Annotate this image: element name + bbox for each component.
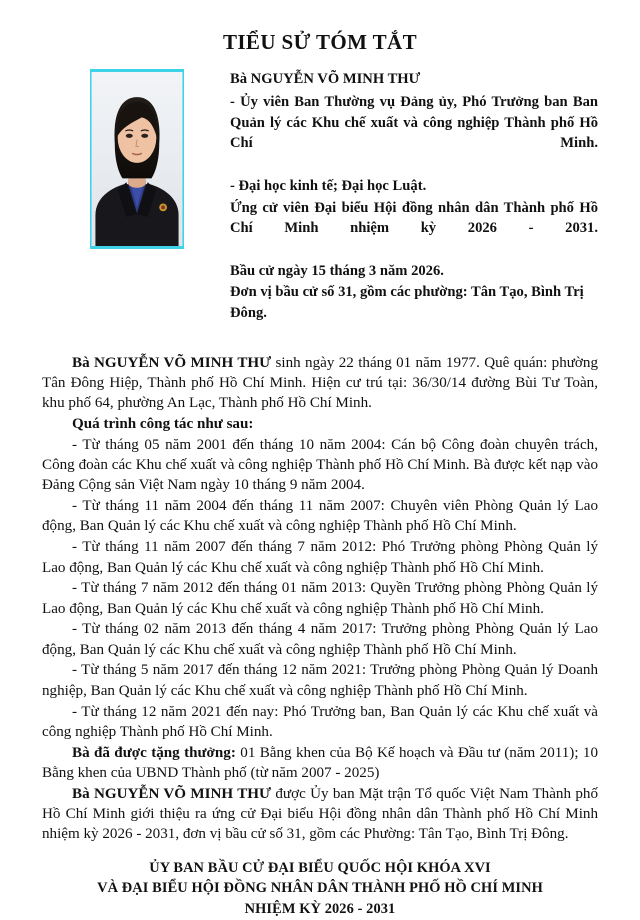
footer-line-3: NHIỆM KỲ 2026 - 2031	[244, 901, 396, 918]
biography-intro-text: sinh ngày 22 tháng 01 năm 1977. Quê quán: phường Tân Đông Hiệp, Thành phố Hồ Chí Minh. Hiện cư trú tại: 36/30/14 đường Bùi Tư Toàn, khu phố 64, phường An Lạc, Thành phố Hồ Chí Minh.	[42, 354, 598, 412]
identity-block	[184, 69, 598, 345]
candidate-name: Bà NGUYỄN VÕ MINH THƯ	[230, 71, 421, 88]
awards-text: 01 Bằng khen của Bộ Kế hoạch và Đầu tư (năm 2011); 10 Bằng khen của UBND Thành phố (từ năm 2007 - 2025)	[42, 744, 598, 781]
awards-label: Bà đã được tặng thưởng:	[72, 744, 236, 761]
nomination-name: Bà NGUYỄN VÕ MINH THƯ	[72, 785, 272, 802]
career-entry: - Từ tháng 12 năm 2021 đến nay: Phó Trưởng ban, Ban Quản lý các Khu chế xuất và công nghiệp Thành phố Hồ Chí Minh.	[42, 703, 598, 740]
candidate-education: - Đại học kinh tế; Đại học Luật.	[230, 177, 427, 194]
footer-line-1: ỦY BAN BẦU CỬ ĐẠI BIỂU QUỐC HỘI KHÓA XVI	[149, 859, 491, 876]
header-block	[42, 69, 598, 345]
candidate-candidacy: Ứng cử viên Đại biểu Hội đồng nhân dân Thành phố Hồ Chí Minh nhiệm kỳ 2026 - 2031.	[230, 199, 598, 237]
career-entry: - Từ tháng 11 năm 2007 đến tháng 7 năm 2012: Phó Trưởng phòng Phòng Quản lý Lao động, Ban Quản lý các Khu chế xuất và công nghiệp Thành phố Hồ Chí Minh.	[42, 539, 598, 576]
career-entry: - Từ tháng 02 năm 2013 đến tháng 4 năm 2017: Trưởng phòng Phòng Quản lý Lao động, Ban Quản lý các Khu chế xuất và công nghiệp Thành phố Hồ Chí Minh.	[42, 621, 598, 658]
page-title: TIỂU SỬ TÓM TẮT	[222, 30, 418, 54]
candidate-position: - Ủy viên Ban Thường vụ Đảng ủy, Phó Trưởng ban Ban Quản lý các Khu chế xuất và công nghiệp Thành phố Hồ Chí Minh.	[230, 93, 598, 152]
biography-intro-name: Bà NGUYỄN VÕ MINH THƯ	[72, 354, 272, 371]
nomination-text: được Ủy ban Mặt trận Tổ quốc Việt Nam Thành phố Hồ Chí Minh giới thiệu ra ứng cử Đại biểu Hội đồng nhân dân Thành phố Hồ Chí Minh nhiệm kỳ 2026 - 2031, đơn vị bầu cử số 31, gồm các Phường: Tân Tạo, Bình Trị Đông.	[42, 785, 598, 843]
career-heading	[42, 414, 598, 434]
election-date: Bầu cử ngày 15 tháng 3 năm 2026.	[230, 262, 444, 279]
biography-intro	[42, 353, 598, 414]
career-entry: - Từ tháng 7 năm 2012 đến tháng 01 năm 2013: Quyền Trưởng phòng Phòng Quản lý Lao động, Ban Quản lý các Khu chế xuất và công nghiệp Thành phố Hồ Chí Minh.	[42, 580, 598, 617]
footer-line-2: VÀ ĐẠI BIỂU HỘI ĐỒNG NHÂN DÂN THÀNH PHỐ HỒ CHÍ MINH	[97, 880, 543, 897]
nomination-paragraph	[42, 784, 598, 845]
career-heading-text: Quá trình công tác như sau:	[72, 415, 254, 432]
portrait-photo	[90, 69, 184, 249]
biography-body	[42, 353, 598, 845]
career-entry: - Từ tháng 5 năm 2017 đến tháng 12 năm 2021: Trưởng phòng Phòng Quản lý Doanh nghiệp, Ban Quản lý các Khu chế xuất và công nghiệp Thành phố Hồ Chí Minh.	[42, 662, 598, 699]
constituency: Đơn vị bầu cử số 31, gồm các phường: Tân Tạo, Bình Trị Đông.	[230, 284, 584, 322]
portrait-illustration	[93, 72, 181, 246]
career-entry: - Từ tháng 11 năm 2004 đến tháng 11 năm 2007: Chuyên viên Phòng Quản lý Lao động, Ban Quản lý các Khu chế xuất và công nghiệp Thành phố Hồ Chí Minh.	[42, 498, 598, 535]
career-entry: - Từ tháng 05 năm 2001 đến tháng 10 năm 2004: Cán bộ Công đoàn chuyên trách, Công đoàn các Khu chế xuất và công nghiệp Thành phố Hồ Chí Minh. Bà được kết nạp vào Đảng Cộng sản Việt Nam ngày 10 tháng 9 năm 2004.	[42, 436, 598, 494]
document-footer	[42, 858, 598, 920]
awards-paragraph	[42, 743, 598, 784]
